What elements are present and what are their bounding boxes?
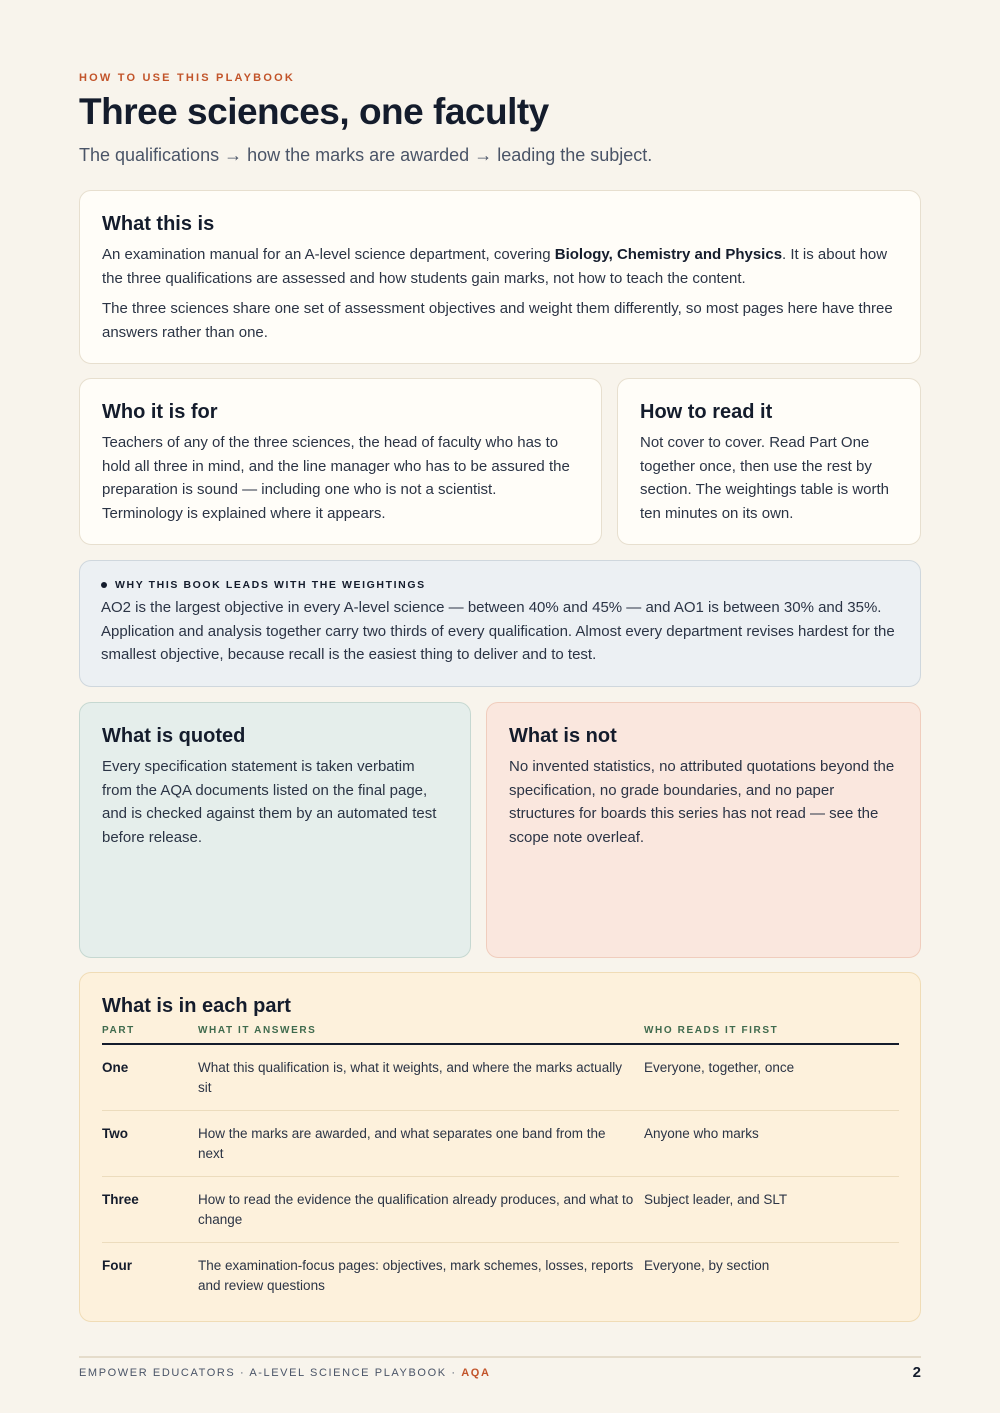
table-row [102, 1111, 899, 1177]
parts-heading: What is in each part [102, 995, 291, 1017]
table-row [102, 1243, 899, 1309]
parts-card [79, 972, 921, 1322]
part-name: Three [102, 1177, 198, 1243]
part-reader: Subject leader, and SLT [644, 1177, 899, 1243]
parts-table [102, 1021, 899, 1308]
footer-divider [79, 1356, 921, 1358]
what-is-not-heading: What is not [509, 725, 617, 747]
what-this-is-card [79, 190, 921, 364]
part-reader: Everyone, together, once [644, 1044, 899, 1111]
table-row [102, 1044, 899, 1111]
part-reader: Everyone, by section [644, 1258, 770, 1273]
what-this-is-text: An examination manual for an A-level science department, covering [102, 246, 555, 263]
page-number: 2 [912, 1364, 921, 1381]
part-reader: Anyone who marks [644, 1111, 899, 1177]
why-weightings-body: AO2 is the largest objective in every A-level science — between 40% and 45% — and AO1 is between 30% and 35%. Application and analysis together carry two thirds of every qualification. Almost every department revises hardest for the smallest objective, because recall is the easiest thing to deliver and to test. [101, 599, 895, 664]
what-this-is-text-end: . It is about how the three qualifications are assessed and how students gain marks, not how to teach the content. [102, 246, 888, 287]
part-answers: What this qualification is, what it weights, and where the marks actually sit [198, 1044, 644, 1111]
why-weightings-label [101, 579, 899, 591]
who-it-is-for-heading: Who it is for [102, 401, 218, 423]
what-is-quoted-heading: What is quoted [102, 725, 246, 747]
what-this-is-paragraph-2: The three sciences share one set of assessment objectives and weight them differently, so most pages here have three answers rather than one. [102, 300, 893, 342]
what-is-quoted-body: Every specification statement is taken verbatim from the AQA documents listed on the final page, and is checked against them by an automated test before release. [102, 758, 437, 847]
bullet-dot-icon [101, 582, 107, 588]
page-title: Three sciences, one faculty [79, 91, 549, 132]
section-eyebrow: HOW TO USE THIS PLAYBOOK [79, 72, 295, 84]
what-is-quoted-card [79, 702, 471, 958]
footer-running-title [79, 1367, 491, 1379]
sciences-emphasis: Biology, Chemistry and Physics [554, 246, 783, 263]
what-is-not-card [486, 702, 921, 958]
part-answers: How the marks are awarded, and what separates one band from the next [198, 1111, 644, 1177]
parts-table-header [102, 1021, 899, 1044]
footer-board-label: AQA [461, 1367, 491, 1379]
footer-series-text: EMPOWER EDUCATORS · A-LEVEL SCIENCE PLAYBOOK · [79, 1367, 462, 1379]
part-answers: The examination-focus pages: objectives, mark schemes, losses, reports and review questions [198, 1258, 634, 1293]
column-header-reader: WHO READS IT FIRST [644, 1021, 899, 1044]
how-to-read-card [617, 378, 921, 545]
part-name: Two [102, 1111, 198, 1177]
how-to-read-heading: How to read it [640, 401, 773, 423]
why-weightings-label-text: WHY THIS BOOK LEADS WITH THE WEIGHTINGS [115, 579, 426, 591]
what-is-not-body: No invented statistics, no attributed quotations beyond the specification, no grade boundaries, and no paper structures for boards this series has not read — see the scope note overleaf. [509, 758, 895, 847]
why-weightings-callout [79, 560, 921, 687]
part-answers: How to read the evidence the qualification already produces, and what to change [198, 1177, 644, 1243]
column-header-part: PART [102, 1021, 198, 1044]
column-header-answers: WHAT IT ANSWERS [198, 1021, 644, 1044]
who-it-is-for-card [79, 378, 602, 545]
page-subtitle: The qualifications → how the marks are awarded → leading the subject. [79, 145, 653, 165]
what-this-is-paragraph-1 [102, 243, 898, 290]
who-it-is-for-body: Teachers of any of the three sciences, the head of faculty who has to hold all three in mind, and the line manager who has to be assured the preparation is sound — including one who is not a scientist. Terminology is explained where it appears. [102, 434, 570, 523]
table-row [102, 1177, 899, 1243]
part-name: One [102, 1044, 198, 1111]
part-name: Four [102, 1258, 132, 1273]
what-this-is-heading: What this is [102, 213, 215, 235]
how-to-read-body: Not cover to cover. Read Part One together once, then use the rest by section. The weightings table is worth ten minutes on its own. [640, 434, 890, 523]
